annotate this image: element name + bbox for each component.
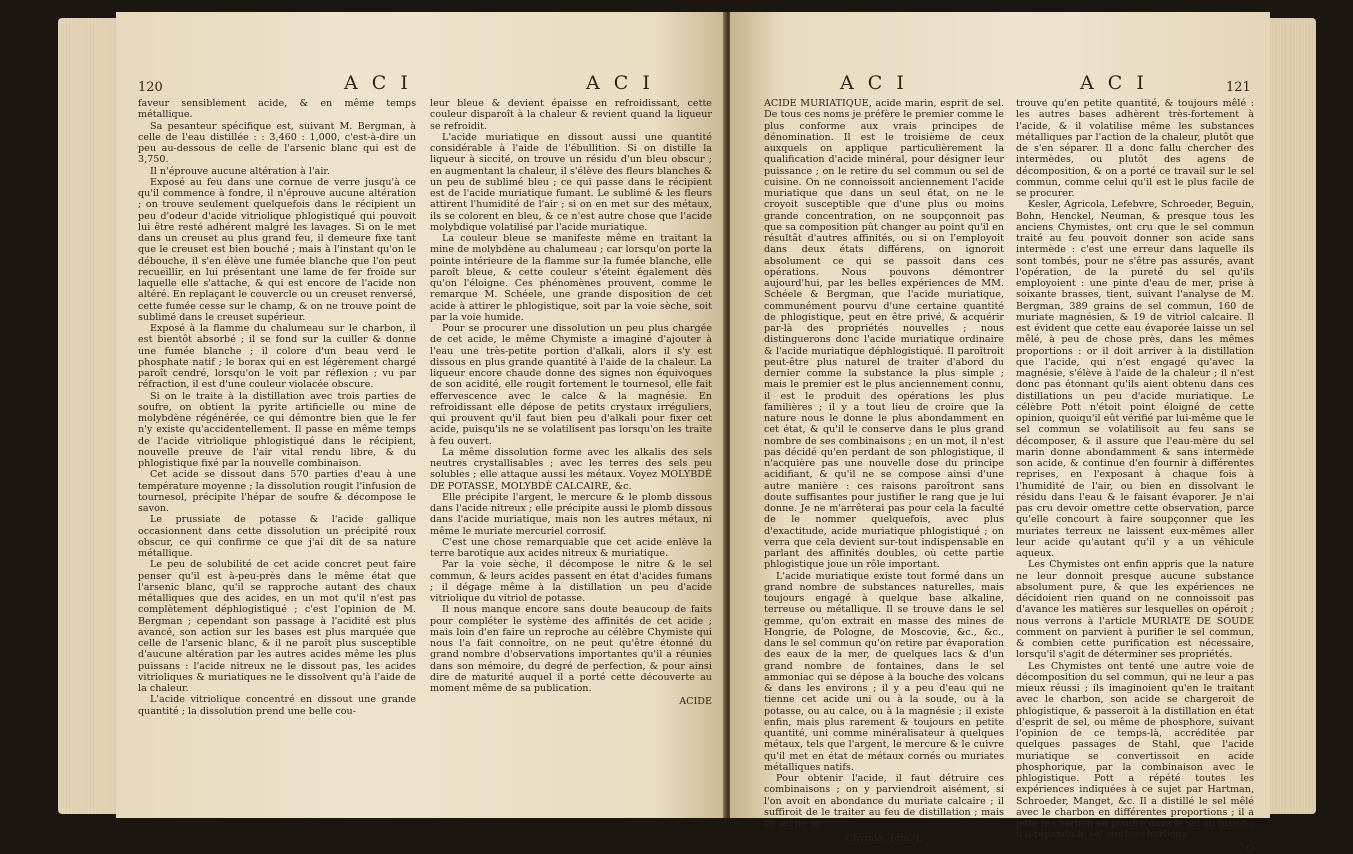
signature-mark: Chymie. Tom. I.: [845, 833, 923, 845]
right-column-1: [764, 98, 1004, 845]
catchword: ACIDE: [679, 696, 712, 708]
paragraph: trouve qu'en petite quantité, & toujours mêlé : les autres bases adhèrent très-fortement à l'acide, & il volatilise même les substances métalliques par l'action de la chaleur, plutôt que de s'en séparer. Il a donc fallu chercher des intermèdes, ou plutôt des agens de décomposition, & on a porté ce travail sur le sel commun, comme celui qu'il est le plus facile de se procurer.: [1016, 98, 1254, 199]
paragraph: Il nous manque encore sans doute beaucoup de faits pour compléter le système des affinités de cet acide ; mais loin d'en faire un reproche au célèbre Chymiste qui nous l'a fait connoître, on ne peut qu'être étonné du grand nombre d'observations importantes qu'il a réunies dans son mémoire, du degré de perfection, & pour ainsi dire de maturité auquel il a porté cette découverte au moment même de sa publication.: [430, 604, 712, 694]
signature-letter: Q: [1246, 842, 1254, 854]
left-page-edges: [58, 18, 120, 814]
paragraph: L'acide vitriolique concentré en dissout une grande quantité ; la dissolution prend une belle cou-: [138, 694, 416, 717]
paragraph: Par la voie sèche, il décompose le nitre & le sel commun, & leurs acides passent en état d'acides fumans ; il dégage même à la distillation un peu d'acide vitriolique du vitriol de potasse.: [430, 559, 712, 604]
left-page-header: [116, 64, 728, 96]
paragraph: La couleur bleue se manifeste même en traitant la mine de molybdène au chalumeau ; car lorsqu'on porte la pointe intérieure de la flamme sur la fumée blanche, elle paroît bleue, & cette couleur s'éteint également dès qu'on l'éloigne. Ces phénomènes prouvent, comme le remarque M. Schéele, une grande disposition de cet acide à attirer le phlogistique, soit par la voie sèche, soit par la voie humide.: [430, 233, 712, 323]
paragraph: Les Chymistes ont tenté une autre voie de décomposition du sel commun, qui ne leur a pas mieux réussi ; ils imaginoient qu'en le traitant avec le charbon, son acide se chargeroit de phlogistique, & passeroit à la distillation en état d'esprit de sel, ou même de phosphore, suivant l'opinion de ce temps-là, accréditée par quelques passages de Stahl, que l'acide muriatique se convertissoit en acide phosphorique, par la combinaison avec le phlogistique. Pott a répété toutes les expériences indiquées à ce sujet par Hartman, Schroeder, Manget, &c. Il a distillé le sel mêlé avec le charbon en différentes proportions ; il a jetté le charbon en poudre dans le sel en fusion ; il a répandu le sel sur les charbons: [1016, 660, 1254, 841]
right-running-title: A C I: [840, 72, 908, 94]
paragraph: Les Chymistes ont enfin appris que la nature ne leur donnoit presque aucune substance absolument pure, & que les expériences ne décidoient rien quand on ne connoissoit pas d'avance les matières sur lesquelles on opéroit ; nous verrons à l'article MURIATE DE SOUDE comment on parvient à purifier le sel commun, & combien cette purification est nécessaire, lorsqu'il s'agit de déterminer ses propriétés.: [1016, 559, 1254, 661]
paragraph: leur bleue & devient épaisse en refroidissant, cette couleur disparoît à la chaleur & revient quand la liqueur se refroidit.: [430, 98, 712, 132]
paragraph: Elle précipite l'argent, le mercure & le plomb dissous dans l'acide nitreux ; elle précipite aussi le plomb dissous dans l'acide muriatique, mais non les autres métaux, ni même le muriate mercuriel corrosif.: [430, 491, 712, 537]
left-column-2: [430, 98, 712, 708]
left-running-title: A C I: [344, 72, 412, 94]
paragraph: Sa pesanteur spécifique est, suivant M. Bergman, à celle de l'eau distillée : : 3,460 : 1,000, c'est-à-dire un peu au-dessous de celle de l'arsenic blanc qui est de 3,750.: [138, 120, 416, 166]
paragraph: La même dissolution forme avec les alkalis des sels neutres crystallisables ; avec les terres des sels peu solubles ; elle attaque aussi les métaux. Voyez MOLYBDÈ DE POTASSE, MOLYBDÈ CALCAIRE, &c.: [430, 446, 712, 492]
left-page-number: 120: [138, 80, 163, 95]
right-running-title-2: A C I: [1080, 72, 1148, 94]
paragraph: Pour se procurer une dissolution un peu plus chargée de cet acide, le même Chymiste a imaginé d'ajouter à l'eau une très-petite portion d'alkali, alors il s'y est dissous en plus grande quantité à l'aide de la chaleur. La liqueur encore chaude donne des signes non équivoques de son acidité, elle rougit fortement le tournesol, elle fait effervescence avec le calce & la magnésie. En refroidissant elle dépose de petits crystaux irréguliers, qui prouvent qu'il faut bien peu d'alkali pour fixer cet acide, puisqu'ils ne se volatilisent pas lorsqu'on les traite à feu ouvert.: [430, 323, 712, 447]
right-page-edges: [1270, 18, 1316, 814]
paragraph: Si on le traite à la distillation avec trois parties de soufre, on obtient la pyrite artificielle ou mine de molybdène régénérée, ce qui démontre bien que le fer n'y existe qu'accidentellement. Il passe en même temps de l'acide vitriolique phlogistiqué dans le récipient, nouvelle preuve de l'air vital rendu libre, & du phlogistique fixé par la nouvelle combinaison.: [138, 390, 416, 469]
right-page-number: 121: [1226, 80, 1251, 95]
paragraph: Le prussiate de potasse & l'acide gallique occasionnent dans cette dissolution un précipité roux obscur, ce qui confirme ce que j'ai dit de sa nature métallique.: [138, 514, 416, 559]
paragraph: Pour obtenir l'acide, il faut détruire ces combinaisons ; on y parviendroit aisément, si l'on avoit en abondance du muriate calcaire ; il suffiroit de le traiter au feu de distillation ; mais ce sel ne se: [764, 773, 1004, 829]
right-page: [730, 12, 1270, 854]
paragraph: Il n'éprouve aucune altération à l'air.: [150, 165, 330, 177]
paragraph: Cet acide se dissout dans 570 parties d'eau à une température moyenne ; la dissolution rougit l'infusion de tournesol, précipite l'hépar de soufre & décompose le savon.: [138, 469, 416, 514]
paragraph: L'acide muriatique en dissout aussi une quantité considérable à l'aide de l'ébullition. Si on distille la liqueur à siccité, on trouve un résidu d'un bleu obscur ; en augmentant la chaleur, il s'élève des fleurs blanches & un peu de sublimé bleu ; ce qui passe dans le récipient est de l'acide muriatique fumant. Le sublimé & les fleurs attirent l'humidité de l'air ; si on en met sur des métaux, ils se colorent en bleu, & ce n'est autre chose que l'acide molybdique volatilisé par l'acide muriatique.: [430, 131, 712, 233]
paragraph: L'acide muriatique existe tout formé dans un grand nombre de substances naturelles, mais toujours engagé à quelque base alkaline, terreuse ou métallique. Il se trouve dans le sel gemme, qu'on extrait en masse des mines de Hongrie, de Pologne, de Moscovie, &c., &c., dans le sel commun qu'on retire par évaporation des eaux de la mer, de quelques lacs & d'un grand nombre de fontaines, dans le sel ammoniac qui se dépose à la bouche des volcans & dans les environs ; il y a peu d'eau qui ne tienne cet acide uni ou à la soude, ou à la potasse, ou au calce, ou à la magnésie ; il existe enfin, mais plus rarement & toujours en petite quantité, uni comme minéralisateur à quelques métaux, tels que l'argent, le mercure & le cuivre qu'il met en état de métaux cornés ou muriates métalliques natifs.: [764, 570, 1004, 773]
paragraph: Kesler, Agricola, Lefebvre, Schroeder, Beguin, Bohn, Henckel, Neuman, & presque tous les anciens Chymistes, ont cru que le sel commun traité au feu pouvoit donner son acide sans intermède : c'est une erreur dans laquelle ils sont tombés, pour ne s'être pas assurés, avant l'opération, de la pureté du sel qu'ils employoient : une pinte d'eau de mer, prise à soixante brasses, tient, suivant l'analyse de M. Bergman, 389 grains de sel commun, 160 de muriate magnésien, & 19 de vitriol calcaire. Il est évident que cette eau évaporée laisse un sel mêlé, à peu de chose près, dans les mêmes proportions : or il doit arriver à la distillation que l'acide, qui n'est engagé qu'avec la magnésie, s'élève à l'aide de la chaleur ; il n'est donc pas étonnant qu'ils aient obtenu dans ces distillations un peu d'acide muriatique. Le célèbre Pott n'étoit point éloigné de cette opinion, quoiqu'il eût vérifié par lui-même que le sel commun se volatilisoit au feu sans se décomposer, & il assure que l'eau-mère du sel marin donne abondamment & sans intermède son acide, & continue d'en fournir à différentes reprises, en l'exposant à chaque fois à l'humidité de l'air, ou bien en dissolvant le résidu dans l'eau & le faisant évaporer. Je n'ai pas cru devoir omettre cette observation, parce qu'elle concourt à faire soupçonner que les muriates terreux ne laissent eux-mêmes aller leur acide qu'autant qu'il y a un véhicule aqueux.: [1016, 199, 1254, 559]
right-page-header: [730, 64, 1270, 96]
left-running-title-2: A C I: [586, 72, 654, 94]
paragraph: faveur sensiblement acide, & en même temps métallique.: [138, 98, 416, 121]
paragraph: ACIDE MURIATIQUE, acide marin, esprit de sel. De tous ces noms je préfère le premier comme le plus conforme aux vrais principes de dénomination. Il est le troisième de ceux auxquels on applique particulièrement la qualification d'acide minéral, pour désigner leur puissance ; on le retire du sel commun ou sel de cuisine. On ne connoissoit anciennement l'acide muriatique que dans un seul état, on ne le croyoit susceptible que d'une plus ou moins grande concentration, on ne soupçonnoit pas que sa composition pût changer au point qu'il en résultât d'autres affinités, ou si on l'employoit dans deux états différens, on ignoroit absolument ce qui se passoit dans ces opérations. Nous pouvons démontrer aujourd'hui, par les belles expériences de MM. Schéele & Bergman, que l'acide muriatique, communément pourvu d'une certaine quantité de phlogistique, peut en être privé, & acquérir par-là des propriétés nouvelles ; nous distinguerons donc l'acide muriatique ordinaire & l'acide muriatique déphlogistiqué. Il paroîtroit peut-être plus naturel de traiter d'abord du dernier comme la substance la plus simple ; mais le premier est le plus anciennement connu, il est le produit des opérations les plus familières ; il y a tout lieu de croire que la nature nous le donne le plus abondamment en cet état, & qu'il le conserve dans le plus grand nombre de ses combinaisons ; en un mot, il n'est pas décidé qu'en perdant de son phlogistique, il n'acquière pas une nouvelle dose du principe acidifiant, & qu'il ne se compose ainsi d'une autre manière : ces raisons paroîtront sans doute suffisantes pour justifier le rang que je lui donne. Je ne m'arrêterai pas pour cela la faculté de le nommer quelquefois, avec plus d'exactitude, acide muriatique phlogistiqué ; on verra que cela devient sur-tout indispensable en parlant des affinités doubles, où cette partie phlogistique joue un rôle important.: [764, 98, 1004, 571]
paragraph: C'est une chose remarquable que cet acide enlève la terre barotique aux acides nitreux & muriatique.: [430, 536, 712, 559]
right-column-2: [1016, 98, 1254, 854]
paragraph: Exposé à la flamme du chalumeau sur le charbon, il est bientôt absorbé ; il se fond sur la cuiller & donne une fumée blanche ; il colore d'un beau verd le phosphate natif ; le borax qui en est légèrement chargé paroît cendré, lorsqu'on le voit par réflexion ; vu par réfraction, il est d'une couleur violacée obscure.: [138, 323, 416, 391]
open-book: [58, 12, 1316, 854]
paragraph: Le peu de solubilité de cet acide concret peut faire penser qu'il est à-peu-près dans le même état que l'arsenic blanc, qu'il se rapproche autant des chaux métalliques que des acides, en un mot qu'il n'est pas complètement déphlogistiqué ; c'est l'opinion de M. Bergman ; cependant son passage à l'acidité est plus avancé, son action sur les bases est plus marquée que celle de l'arsenic blanc, & il ne paroît plus susceptible d'aucune altération par les autres acides même les plus puissans : l'acide nitreux ne le dissout pas, les acides vitrioliques & muriatiques ne le dissolvent qu'à l'aide de la chaleur.: [138, 559, 416, 694]
paragraph: Exposé au feu dans une cornue de verre jusqu'à ce qu'il commence à fondre, il n'éprouve aucune altération ; on trouve seulement quelquefois dans le récipient un peu d'odeur d'acide vitriolique phlogistiqué qui pouvoit lui être resté adhérent malgré les lavages. Si on le met dans un creuset au plus grand feu, il demeure fixe tant que le creuset est bien bouché ; mais à l'instant qu'on le débouche, il s'en élève une fumée blanche que l'on peut recueillir, en lui présentant une lame de fer froide sur laquelle elle s'attache, & qui est encore de l'acide non altéré. En replaçant le couvercle ou un creuset renversé, cette fumée cesse sur le champ, & on ne trouve point de sublimé dans le creuset supérieur.: [138, 176, 416, 323]
left-column-1: [138, 98, 416, 717]
left-page: [116, 12, 728, 818]
